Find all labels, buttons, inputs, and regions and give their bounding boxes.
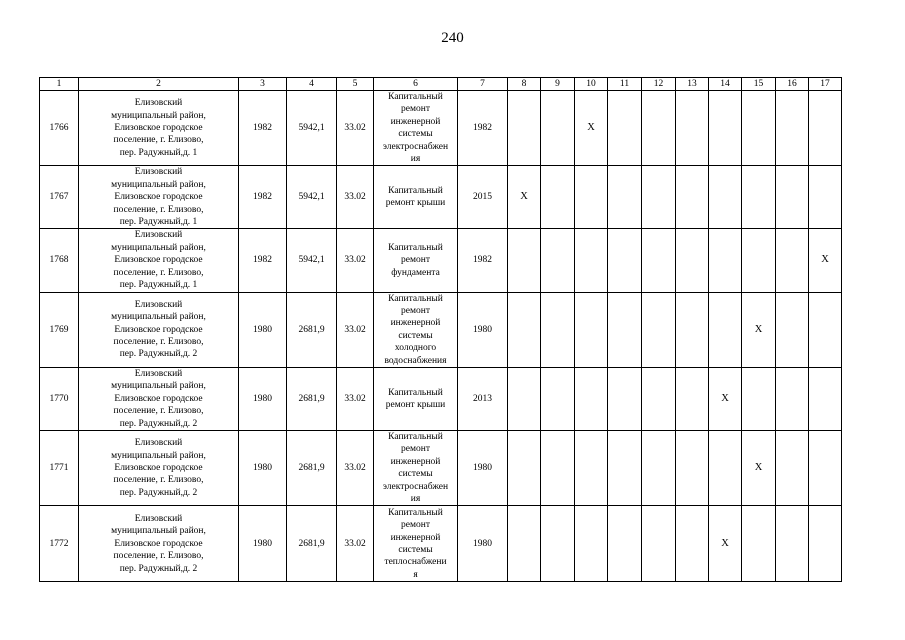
mark-cell: [508, 506, 541, 582]
address-cell-line: Елизовский: [134, 368, 183, 379]
mark-cell: [508, 91, 541, 166]
mark-cell: [776, 506, 809, 582]
work-type-cell-line: электроснабжен: [382, 481, 449, 492]
address-cell-line: пер. Радужный,д. 1: [119, 147, 198, 158]
mark-cell: [776, 229, 809, 292]
address-cell-line: поселение, г. Елизово,: [113, 336, 204, 347]
code-cell: 33.02: [337, 229, 374, 292]
mark-cell: [709, 166, 742, 229]
mark-cell: [642, 229, 676, 292]
address-cell-line: муниципальный район,: [111, 450, 206, 461]
mark-cell: X: [508, 166, 541, 229]
work-type-cell-line: инженерной: [390, 318, 441, 329]
mark-cell: [676, 166, 709, 229]
mark-cell: [608, 430, 642, 505]
work-type-cell: [374, 229, 458, 292]
mark-cell: [642, 430, 676, 505]
address-cell: [79, 91, 239, 166]
area-cell: 2681,9: [287, 292, 337, 367]
column-header: 3: [239, 78, 287, 91]
work-type-cell-line: ия: [410, 154, 421, 165]
mark-cell: [676, 367, 709, 430]
column-header: 2: [79, 78, 239, 91]
work-type-cell-line: Капитальный: [388, 387, 443, 398]
mark-cell: [642, 292, 676, 367]
table-row: [40, 367, 842, 430]
address-cell-line: поселение, г. Елизово,: [113, 406, 204, 417]
mark-cell: [742, 367, 776, 430]
row-number: 1772: [40, 506, 79, 582]
mark-cell: [809, 91, 842, 166]
work-type-cell-line: фундамента: [391, 267, 440, 278]
build-year-cell: 1980: [239, 506, 287, 582]
address-cell-line: пер. Радужный,д. 2: [119, 349, 198, 360]
column-header: 1: [40, 78, 79, 91]
mark-cell: [608, 229, 642, 292]
address-cell-line: муниципальный район,: [111, 526, 206, 537]
mark-cell: [608, 292, 642, 367]
work-type-cell-line: системы: [398, 330, 433, 341]
table-row: [40, 166, 842, 229]
address-cell-line: Елизовский: [134, 513, 183, 524]
address-cell-line: Елизовское городское: [114, 538, 203, 549]
mark-cell: [608, 367, 642, 430]
row-number: 1769: [40, 292, 79, 367]
mark-cell: [541, 367, 575, 430]
area-cell: 2681,9: [287, 506, 337, 582]
work-type-cell-line: ремонт: [401, 104, 430, 115]
mark-cell: [541, 292, 575, 367]
mark-cell: [608, 166, 642, 229]
work-type-cell-line: холодного: [394, 343, 437, 354]
area-cell: 5942,1: [287, 91, 337, 166]
mark-cell: X: [709, 367, 742, 430]
mark-cell: [508, 229, 541, 292]
address-cell: [79, 166, 239, 229]
mark-cell: [575, 430, 608, 505]
work-type-cell-line: инженерной: [390, 532, 441, 543]
address-cell-line: Елизовское городское: [114, 324, 203, 335]
data-table: [39, 77, 842, 582]
build-year-cell: 1982: [239, 91, 287, 166]
mark-cell: [742, 91, 776, 166]
column-header: 15: [742, 78, 776, 91]
area-cell: 2681,9: [287, 367, 337, 430]
mark-cell: [642, 91, 676, 166]
address-cell-line: муниципальный район,: [111, 242, 206, 253]
address-cell-line: муниципальный район,: [111, 179, 206, 190]
table-row: [40, 506, 842, 582]
work-type-cell: [374, 430, 458, 505]
work-type-cell-line: ремонт: [401, 444, 430, 455]
column-header: 7: [458, 78, 508, 91]
area-cell: 5942,1: [287, 229, 337, 292]
mark-cell: [809, 166, 842, 229]
column-header: 4: [287, 78, 337, 91]
planned-year-cell: 1982: [458, 229, 508, 292]
address-cell-line: поселение, г. Елизово,: [113, 267, 204, 278]
mark-cell: [809, 292, 842, 367]
area-cell: 5942,1: [287, 166, 337, 229]
address-cell: [79, 506, 239, 582]
table-row: [40, 91, 842, 166]
mark-cell: [676, 91, 709, 166]
address-cell-line: поселение, г. Елизово,: [113, 475, 204, 486]
code-cell: 33.02: [337, 292, 374, 367]
planned-year-cell: 2015: [458, 166, 508, 229]
address-cell: [79, 430, 239, 505]
mark-cell: [508, 292, 541, 367]
work-type-cell-line: системы: [398, 544, 433, 555]
mark-cell: [809, 506, 842, 582]
header-row: [40, 78, 842, 91]
work-type-cell-line: ремонт крыши: [385, 198, 446, 209]
address-cell-line: Елизовский: [134, 98, 183, 109]
mark-cell: [575, 229, 608, 292]
work-type-cell-line: электроснабжен: [382, 141, 449, 152]
code-cell: 33.02: [337, 91, 374, 166]
address-cell-line: Елизовское городское: [114, 393, 203, 404]
work-type-cell-line: ремонт: [401, 255, 430, 266]
address-cell-line: поселение, г. Елизово,: [113, 204, 204, 215]
mark-cell: [575, 506, 608, 582]
mark-cell: [541, 91, 575, 166]
address-cell-line: пер. Радужный,д. 2: [119, 487, 198, 498]
row-number: 1767: [40, 166, 79, 229]
mark-cell: [709, 292, 742, 367]
mark-cell: [709, 91, 742, 166]
address-cell-line: Елизовский: [134, 438, 183, 449]
build-year-cell: 1980: [239, 367, 287, 430]
table-row: [40, 229, 842, 292]
address-cell: [79, 367, 239, 430]
work-type-cell: [374, 166, 458, 229]
address-cell-line: Елизовское городское: [114, 192, 203, 203]
mark-cell: [608, 91, 642, 166]
mark-cell: X: [742, 292, 776, 367]
column-header: 10: [575, 78, 608, 91]
address-cell-line: пер. Радужный,д. 2: [119, 418, 198, 429]
mark-cell: [809, 367, 842, 430]
mark-cell: [809, 430, 842, 505]
code-cell: 33.02: [337, 506, 374, 582]
address-cell-line: пер. Радужный,д. 1: [119, 280, 198, 291]
code-cell: 33.02: [337, 367, 374, 430]
mark-cell: [742, 166, 776, 229]
work-type-cell-line: Капитальный: [388, 242, 443, 253]
mark-cell: X: [575, 91, 608, 166]
row-number: 1768: [40, 229, 79, 292]
planned-year-cell: 1980: [458, 430, 508, 505]
planned-year-cell: 2013: [458, 367, 508, 430]
mark-cell: X: [742, 430, 776, 505]
column-header: 6: [374, 78, 458, 91]
mark-cell: [776, 166, 809, 229]
address-cell-line: пер. Радужный,д. 2: [119, 563, 198, 574]
mark-cell: [676, 229, 709, 292]
work-type-cell-line: инженерной: [390, 456, 441, 467]
build-year-cell: 1980: [239, 430, 287, 505]
mark-cell: [575, 367, 608, 430]
build-year-cell: 1982: [239, 229, 287, 292]
mark-cell: [575, 166, 608, 229]
mark-cell: [709, 430, 742, 505]
work-type-cell-line: системы: [398, 129, 433, 140]
column-header: 5: [337, 78, 374, 91]
row-number: 1766: [40, 91, 79, 166]
mark-cell: [608, 506, 642, 582]
address-cell-line: Елизовское городское: [114, 123, 203, 134]
column-header: 8: [508, 78, 541, 91]
column-header: 16: [776, 78, 809, 91]
mark-cell: [642, 506, 676, 582]
table-row: [40, 430, 842, 505]
address-cell: [79, 292, 239, 367]
column-header: 12: [642, 78, 676, 91]
mark-cell: [776, 367, 809, 430]
work-type-cell-line: Капитальный: [388, 186, 443, 197]
work-type-cell-line: Капитальный: [388, 92, 443, 102]
work-type-cell-line: водоснабжения: [384, 355, 447, 366]
mark-cell: [776, 430, 809, 505]
work-type-cell: [374, 367, 458, 430]
row-number: 1771: [40, 430, 79, 505]
work-type-cell-line: ремонт крыши: [385, 399, 446, 410]
area-cell: 2681,9: [287, 430, 337, 505]
column-header: 17: [809, 78, 842, 91]
page-number: 240: [441, 30, 464, 46]
mark-cell: X: [809, 229, 842, 292]
address-cell-line: поселение, г. Елизово,: [113, 551, 204, 562]
mark-cell: [642, 367, 676, 430]
address-cell-line: поселение, г. Елизово,: [113, 135, 204, 146]
mark-cell: [709, 229, 742, 292]
address-cell: [79, 229, 239, 292]
planned-year-cell: 1980: [458, 506, 508, 582]
mark-cell: X: [709, 506, 742, 582]
mark-cell: [676, 506, 709, 582]
mark-cell: [742, 229, 776, 292]
row-number: 1770: [40, 367, 79, 430]
mark-cell: [508, 430, 541, 505]
work-type-cell: [374, 506, 458, 582]
address-cell-line: Елизовское городское: [114, 255, 203, 266]
address-cell-line: муниципальный район,: [111, 381, 206, 392]
mark-cell: [676, 292, 709, 367]
mark-cell: [541, 430, 575, 505]
mark-cell: [776, 91, 809, 166]
mark-cell: [541, 506, 575, 582]
table-row: [40, 292, 842, 367]
mark-cell: [575, 292, 608, 367]
work-type-cell-line: ремонт: [401, 520, 430, 531]
mark-cell: [541, 166, 575, 229]
work-type-cell-line: инженерной: [390, 116, 441, 127]
column-header: 13: [676, 78, 709, 91]
work-type-cell-line: ия: [410, 494, 421, 504]
build-year-cell: 1980: [239, 292, 287, 367]
mark-cell: [541, 229, 575, 292]
mark-cell: [742, 506, 776, 582]
code-cell: 33.02: [337, 166, 374, 229]
mark-cell: [508, 367, 541, 430]
address-cell-line: муниципальный район,: [111, 110, 206, 121]
address-cell-line: Елизовский: [134, 230, 183, 241]
mark-cell: [676, 430, 709, 505]
column-header: 9: [541, 78, 575, 91]
work-type-cell-line: я: [413, 569, 418, 580]
work-type-cell-line: системы: [398, 469, 433, 480]
work-type-cell-line: Капитальный: [388, 507, 443, 518]
code-cell: 33.02: [337, 430, 374, 505]
planned-year-cell: 1982: [458, 91, 508, 166]
address-cell-line: пер. Радужный,д. 1: [119, 217, 198, 228]
address-cell-line: Елизовский: [134, 167, 183, 178]
planned-year-cell: 1980: [458, 292, 508, 367]
work-type-cell-line: ремонт: [401, 305, 430, 316]
mark-cell: [642, 166, 676, 229]
address-cell-line: муниципальный район,: [111, 312, 206, 323]
build-year-cell: 1982: [239, 166, 287, 229]
address-cell-line: Елизовское городское: [114, 462, 203, 473]
work-type-cell: [374, 292, 458, 367]
mark-cell: [776, 292, 809, 367]
work-type-cell-line: теплоснабжени: [384, 557, 447, 568]
work-type-cell: [374, 91, 458, 166]
column-header: 11: [608, 78, 642, 91]
work-type-cell-line: Капитальный: [388, 293, 443, 304]
work-type-cell-line: Капитальный: [388, 431, 443, 442]
column-header: 14: [709, 78, 742, 91]
address-cell-line: Елизовский: [134, 299, 183, 310]
